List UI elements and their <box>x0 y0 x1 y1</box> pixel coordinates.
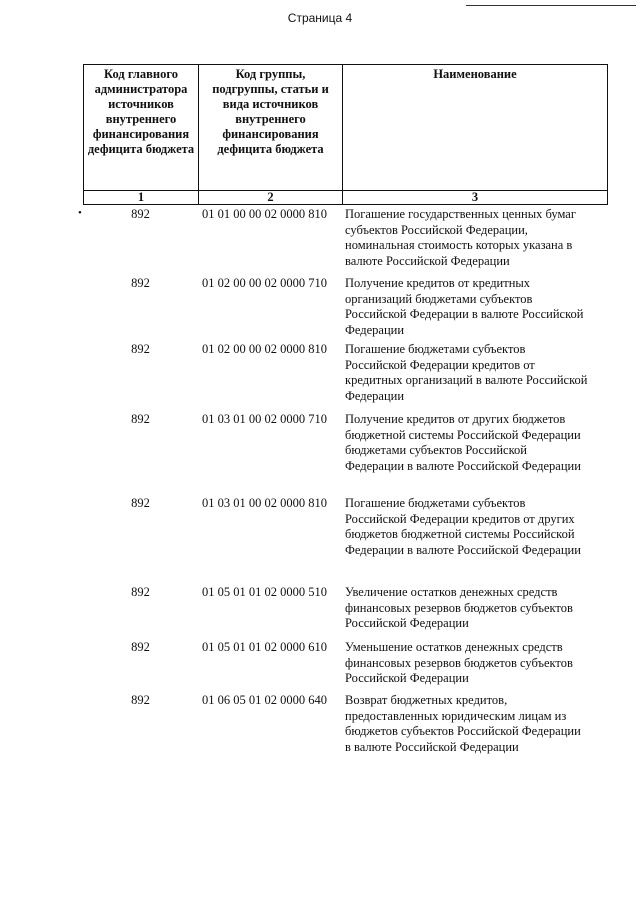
source-name: Получение кредитов от других бюджетов бюджетной системы Российской Федерации бюджетами субъектов Российской Федерации в валюте Российской Федерации <box>345 412 581 473</box>
margin-mark: • <box>78 207 82 219</box>
source-name: Получение кредитов от кредитных организаций бюджетами субъектов Российской Федерации в валюте Российской Федерации <box>345 276 584 337</box>
page-label: Страница 4 <box>287 11 353 25</box>
source-name: Уменьшение остатков денежных средств финансовых резервов бюджетов субъектов Российской Федерации <box>345 640 573 685</box>
header-number-3: 3 <box>343 191 608 205</box>
source-name: Погашение бюджетами субъектов Российской Федерации кредитов от других бюджетов бюджетной системы Российской Федерации в валюте Российской Федерации <box>345 496 581 557</box>
source-code: 01 03 01 00 02 0000 710 <box>202 412 327 426</box>
source-name: Возврат бюджетных кредитов, предоставленных юридическим лицам из бюджетов субъектов Российской Федерации в валюте Российской Федерации <box>345 693 581 754</box>
header-name: Наименование <box>343 65 608 191</box>
top-edge-rule <box>466 5 636 6</box>
source-name: Погашение государственных ценных бумаг субъектов Российской Федерации, номинальная стоимость которых указана в валюте Российской Федерации <box>345 207 576 268</box>
admin-code: 892 <box>131 207 150 221</box>
header-number-1: 1 <box>84 191 199 205</box>
source-code: 01 03 01 00 02 0000 810 <box>202 496 327 510</box>
header-admin-code: Код главного администратора источников внутреннего финансирования дефицита бюджета <box>84 65 199 191</box>
admin-code: 892 <box>131 496 150 510</box>
header-source-code: Код группы, подгруппы, статьи и вида источников внутреннего финансирования дефицита бюджета <box>199 65 343 191</box>
source-code: 01 01 00 00 02 0000 810 <box>202 207 327 221</box>
admin-code: 892 <box>131 640 150 654</box>
admin-code: 892 <box>131 342 150 356</box>
header-number-2: 2 <box>199 191 343 205</box>
source-code: 01 02 00 00 02 0000 710 <box>202 276 327 290</box>
source-code: 01 02 00 00 02 0000 810 <box>202 342 327 356</box>
source-code: 01 06 05 01 02 0000 640 <box>202 693 327 707</box>
admin-code: 892 <box>131 585 150 599</box>
source-name: Погашение бюджетами субъектов Российской Федерации кредитов от кредитных организаций в валюте Российской Федерации <box>345 342 588 403</box>
table-header <box>83 64 608 205</box>
admin-code: 892 <box>131 412 150 426</box>
source-name: Увеличение остатков денежных средств финансовых резервов бюджетов субъектов Российской Федерации <box>345 585 573 630</box>
source-code: 01 05 01 01 02 0000 610 <box>202 640 327 654</box>
admin-code: 892 <box>131 276 150 290</box>
source-code: 01 05 01 01 02 0000 510 <box>202 585 327 599</box>
admin-code: 892 <box>131 693 150 707</box>
